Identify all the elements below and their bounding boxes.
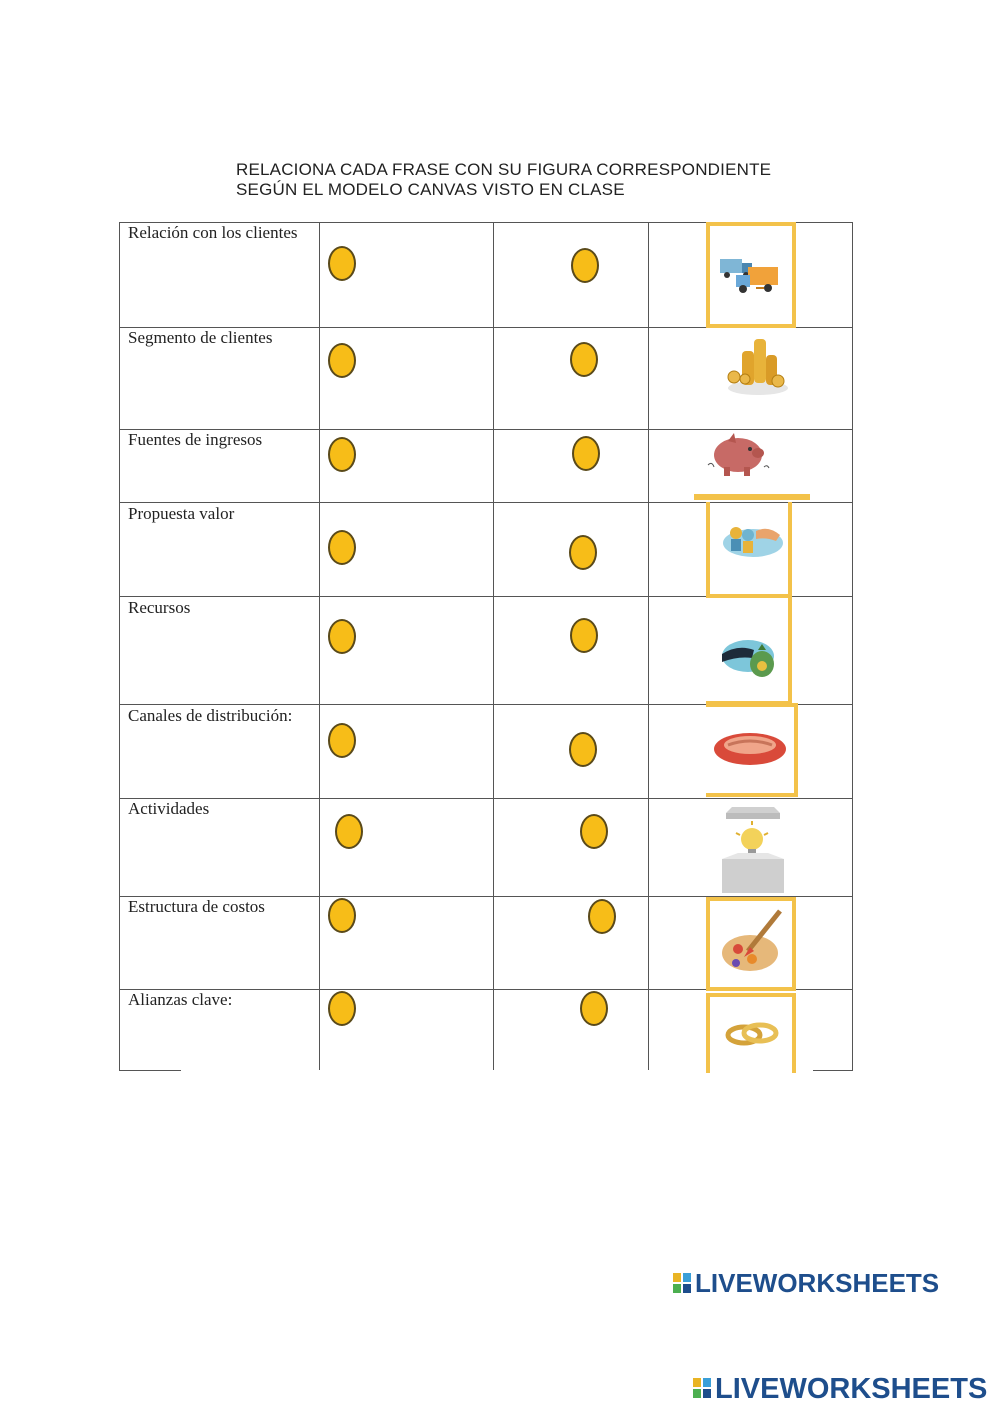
row-label: Segmento de clientes: [128, 328, 273, 347]
logo-mark-icon: [692, 1377, 712, 1399]
logo-mark-icon: [672, 1272, 692, 1294]
match-dot-left[interactable]: [328, 437, 356, 472]
title-line-2: SEGÚN EL MODELO CANVAS VISTO EN CLASE: [236, 180, 625, 199]
row-divider: [120, 798, 852, 799]
paint-palette-icon: [718, 907, 788, 979]
match-dot-right[interactable]: [580, 991, 608, 1026]
column-divider: [319, 223, 320, 1070]
row-label: Alianzas clave:: [128, 990, 233, 1009]
coin-stacks-icon: [718, 333, 798, 398]
column-divider: [648, 223, 649, 1070]
people-hand-icon: [718, 513, 788, 563]
match-dot-right[interactable]: [569, 732, 597, 767]
row-label: Actividades: [128, 799, 210, 818]
logo-text: LIVEWORKSHEETS: [695, 1268, 940, 1298]
match-dot-left[interactable]: [328, 619, 356, 654]
match-dot-right[interactable]: [570, 618, 598, 653]
match-dot-left[interactable]: [328, 723, 356, 758]
lightbulb-box-icon: [718, 803, 788, 895]
piggy-bank-icon: [704, 431, 774, 481]
row-label: Propuesta valor: [128, 504, 235, 523]
row-label: Canales de distribución:: [128, 706, 293, 725]
row-label: Fuentes de ingresos: [128, 430, 263, 449]
column-divider: [493, 223, 494, 1070]
match-dot-left[interactable]: [335, 814, 363, 849]
logo-text: LIVEWORKSHEETS: [715, 1373, 988, 1405]
handshake-icon: [710, 723, 790, 773]
matching-table: [119, 222, 853, 1070]
match-dot-left[interactable]: [328, 530, 356, 565]
title-line-1: RELACIONA CADA FRASE CON SU FIGURA CORRESPONDIENTE: [236, 160, 772, 179]
match-dot-left[interactable]: [328, 343, 356, 378]
rings-icon: [720, 1013, 784, 1053]
trucks-icon: [718, 253, 788, 303]
match-dot-left[interactable]: [328, 991, 356, 1026]
match-dot-left[interactable]: [328, 898, 356, 933]
match-dot-right[interactable]: [569, 535, 597, 570]
match-dot-right[interactable]: [571, 248, 599, 283]
match-dot-right[interactable]: [588, 899, 616, 934]
row-label: Recursos: [128, 598, 191, 617]
match-dot-right[interactable]: [572, 436, 600, 471]
bottom-border: [813, 1070, 853, 1071]
hand-money-bag-icon: [718, 628, 788, 683]
match-dot-right[interactable]: [570, 342, 598, 377]
bottom-border: [119, 1070, 181, 1071]
match-dot-left[interactable]: [328, 246, 356, 281]
row-label: Estructura de costos: [128, 897, 265, 916]
row-label: Relación con los clientes: [128, 223, 298, 242]
worksheet-title: [236, 160, 771, 200]
match-dot-right[interactable]: [580, 814, 608, 849]
image-frame: [694, 494, 810, 500]
